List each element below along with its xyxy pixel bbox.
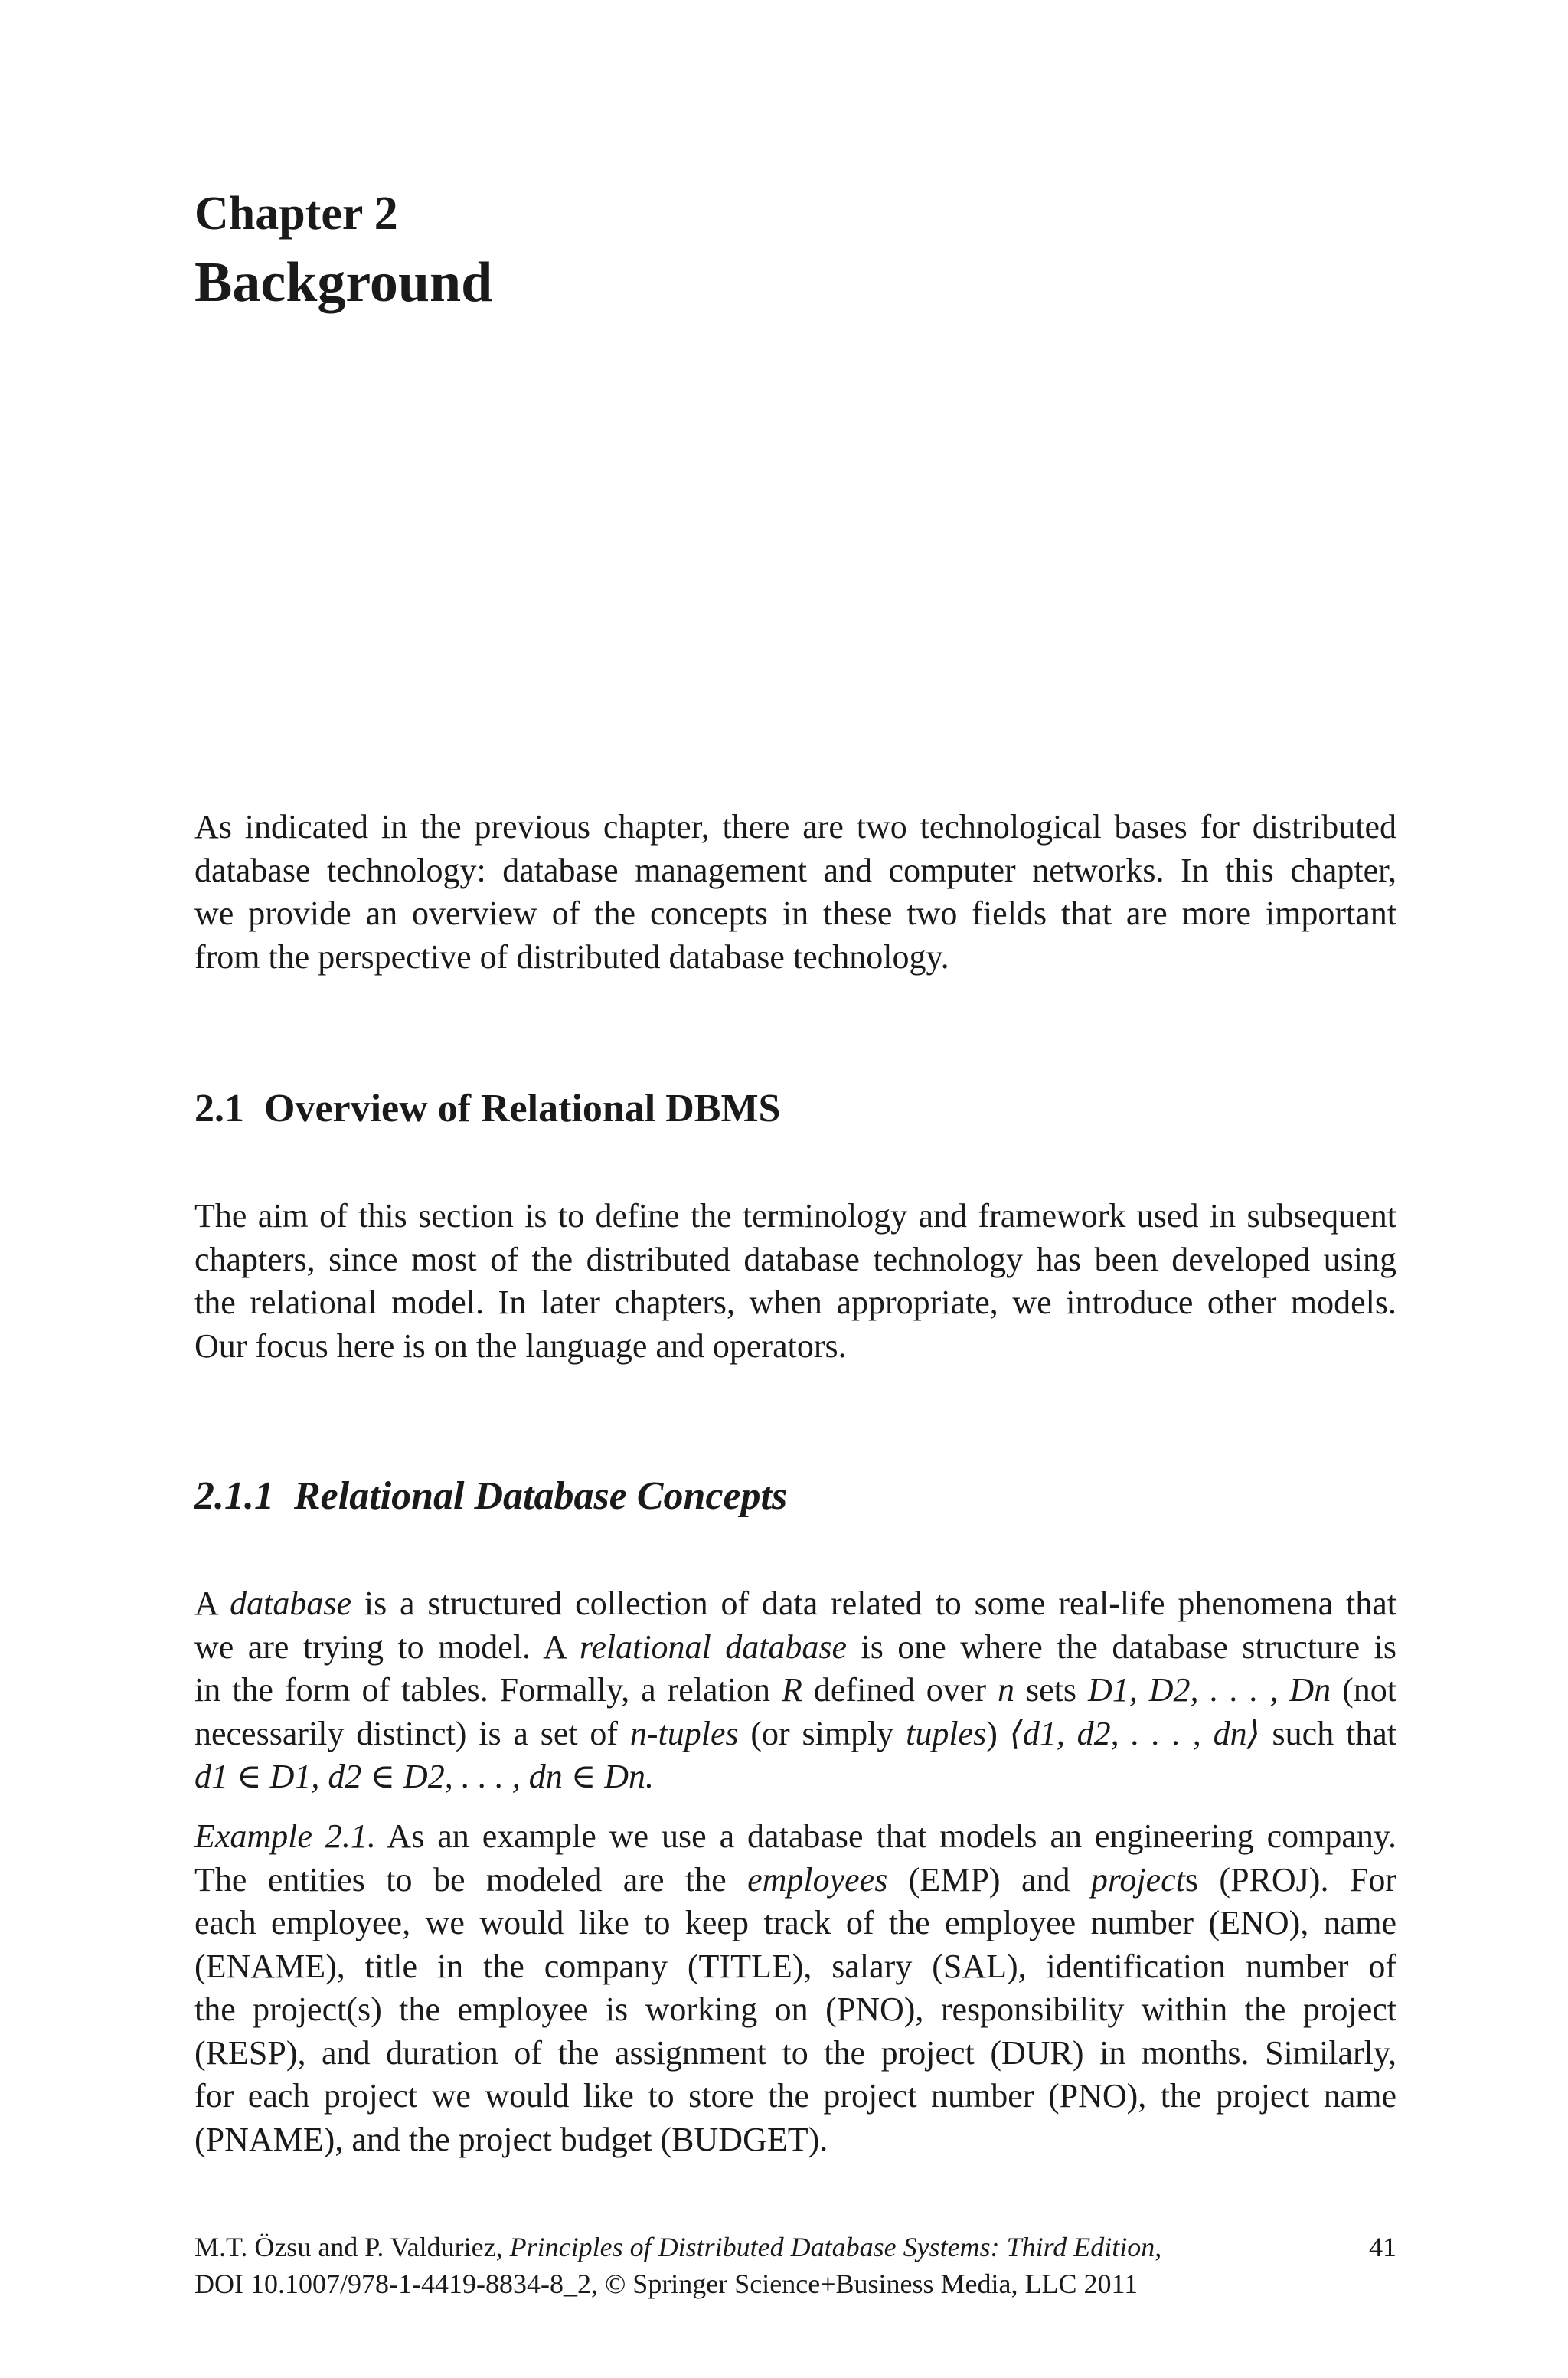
section-title: Overview of Relational DBMS (264, 1087, 781, 1130)
chapter-title: Background (194, 251, 493, 314)
example-line-2: The entities to be modeled are the employees (EMP) and projects (PROJ). For (194, 1860, 1396, 1899)
subsection-heading (194, 1474, 788, 1518)
section-line-1: The aim of this section is to define the terminology and framework used in subsequent (194, 1197, 1396, 1235)
intro-line-3: we provide an overview of the concepts in these two fields that are more important (194, 895, 1396, 932)
definition-line-3: in the form of tables. Formally, a relation R defined over n sets D1, D2, . . . , Dn (not (194, 1671, 1396, 1709)
example-line-5: the project(s) the employee is working on (PNO), responsibility within the project (194, 1990, 1396, 2028)
example-line-3: each employee, we would like to keep track of the employee number (ENO), name (194, 1904, 1396, 1941)
doi-line: DOI 10.1007/978-1-4419-8834-8_2, © Springer Science+Business Media, LLC 2011 (194, 2268, 1138, 2299)
term-employees: employees (747, 1860, 888, 1899)
intro-line-2: database technology: database management and computer networks. In this chapter, (194, 851, 1396, 889)
definition-paragraph (194, 1582, 1396, 1799)
membership-formula: d1 ∈ D1, d2 ∈ D2, . . . , dn ∈ Dn. (194, 1758, 655, 1795)
page-number: 41 (1369, 2232, 1396, 2262)
citation-line: M.T. Özsu and P. Valduriez, Principles of Distributed Database Systems: Third Edition, (194, 2232, 1162, 2262)
intro-line-1: As indicated in the previous chapter, there are two technological bases for distributed (194, 808, 1396, 846)
book-title: Principles of Distributed Database Systems: Third Edition (509, 2232, 1155, 2262)
intro-line-4: from the perspective of distributed database technology. (194, 937, 949, 976)
domain-sets-formula: D1, D2, . . . , Dn (1087, 1671, 1331, 1709)
term-projects: project (1090, 1860, 1185, 1899)
term-database: database (230, 1585, 352, 1622)
page-footer (194, 2229, 1396, 2302)
section-line-2: chapters, since most of the distributed database technology has been developed using (194, 1240, 1396, 1278)
example-line-7: for each project we would like to store the project number (PNO), the project name (194, 2077, 1396, 2115)
section-line-3: the relational model. In later chapters, when appropriate, we introduce other models. (194, 1284, 1396, 1321)
intro-paragraph (194, 806, 1396, 979)
section-number: 2.1 (194, 1087, 244, 1130)
term-relational-database: relational database (579, 1627, 848, 1666)
example-line-8: (PNAME), and the project budget (BUDGET). (194, 2120, 828, 2158)
example-line-1: Example 2.1. As an example we use a database that models an engineering company. (194, 1817, 1396, 1855)
definition-line-5 (194, 1755, 1396, 1799)
relation-symbol: R (782, 1671, 802, 1709)
subsection-title: Relational Database Concepts (294, 1474, 788, 1518)
example-paragraph (194, 1815, 1396, 2161)
term-n-tuples: n-tuples (629, 1714, 739, 1752)
section-line-4: Our focus here is on the language and operators. (194, 1326, 847, 1365)
definition-line-1: A database is a structured collection of data related to some real-life phenomena that (194, 1585, 1396, 1622)
term-tuples: tuples (906, 1714, 987, 1752)
example-line-6: (RESP), and duration of the assignment to the project (DUR) in months. Similarly, (194, 2033, 1396, 2072)
section-paragraph (194, 1195, 1396, 1368)
subsection-number: 2.1.1 (194, 1474, 274, 1518)
book-page (194, 0, 1396, 2378)
section-heading (194, 1089, 780, 1129)
example-line-4: (ENAME), title in the company (TITLE), salary (SAL), identification number of (194, 1947, 1396, 1985)
chapter-label: Chapter 2 (194, 188, 398, 240)
tuple-formula: ⟨d1, d2, . . . , dn⟩ (1009, 1714, 1260, 1752)
definition-line-2: we are trying to model. A relational database is one where the database structure is (194, 1627, 1396, 1666)
example-label: Example 2.1. (194, 1817, 376, 1855)
definition-line-4: necessarily distinct) is a set of n-tuples (or simply tuples) ⟨d1, d2, . . . , dn⟩ such that (194, 1714, 1396, 1752)
